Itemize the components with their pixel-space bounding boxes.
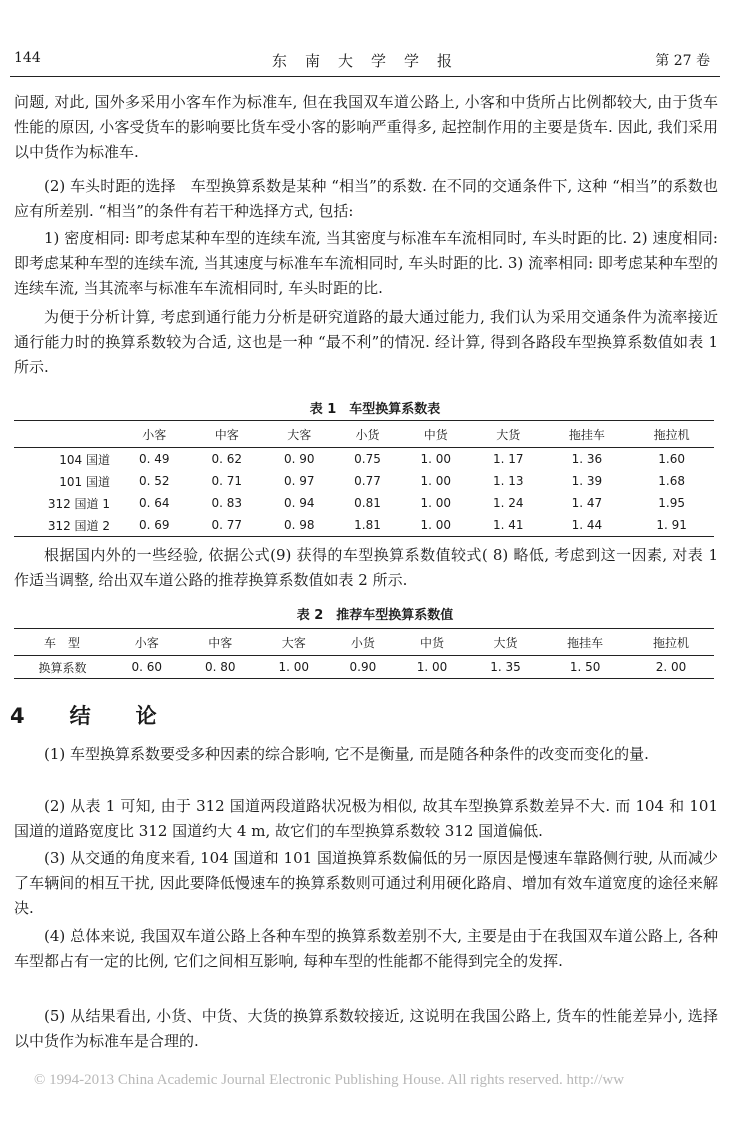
table2-header-cell: 拖挂车 <box>542 629 628 656</box>
table1-value-cell: 1. 41 <box>472 514 545 537</box>
table1-row-label: 312 国道 1 <box>47 496 110 511</box>
table1-header-cell <box>14 421 118 448</box>
table1-row <box>14 514 714 537</box>
table1-value-cell: 1. 17 <box>493 452 524 466</box>
table2-value-cell: 1. 35 <box>469 656 542 679</box>
running-header <box>14 50 710 72</box>
table1-value-cell: 1.60 <box>658 452 685 466</box>
table1-value-cell: 1. 44 <box>545 514 630 537</box>
table1-value-cell: 0. 62 <box>211 452 243 466</box>
copyright-footer: © 1994-2013 China Academic Journal Electronic Publishing House. All rights reserved. http://ww <box>34 1072 625 1088</box>
table1-row-label: 312 国道 2 <box>14 514 118 537</box>
table1-row <box>14 448 714 471</box>
table1-value-cell: 0. 64 <box>138 496 170 510</box>
table2-header-cell: 车 型 <box>14 629 110 656</box>
table2-value-cell: 1. 50 <box>542 656 628 679</box>
conclusion-3: (3) 从交通的角度来看, 104 国道和 101 国道换算系数偏低的另一原因是慢速车靠路侧行驶, 从而减少了车辆间的相互干扰, 因此要降低慢速车的换算系数则可通过利用硬化路肩、增加有效车道宽度的途径来解决. <box>14 849 718 917</box>
table1-value-cell: 0. 90 <box>284 452 315 466</box>
table1-row <box>14 492 714 514</box>
table2-recommended-values <box>14 628 714 679</box>
table2-header-cell: 小客 <box>110 629 183 656</box>
table1-row-label: 104 国道 <box>59 452 110 467</box>
table1-caption: 表 1 车型换算系数表 <box>309 402 441 417</box>
table1-value-cell: 1. 91 <box>629 514 714 537</box>
table1-value-cell: 1.68 <box>658 474 685 488</box>
table1-header-cell: 大货 <box>472 421 545 448</box>
table1-value-cell: 0. 71 <box>211 474 243 488</box>
table1-value-cell: 0.75 <box>354 452 381 466</box>
table2-value-cell: 1. 00 <box>395 656 468 679</box>
table2-row <box>14 656 714 679</box>
table1-header-cell: 中客 <box>191 421 264 448</box>
table2-header-cell: 大货 <box>469 629 542 656</box>
table1-value-cell: 1. 00 <box>420 496 452 510</box>
conclusion-4: (4) 总体来说, 我国双车道公路上各种车型的换算系数差别不大, 主要是由于在我国双车道公路上, 各种车型都占有一定的比例, 它们之间相互影响, 每种车型的性能都不能得到完全的发挥. <box>14 927 718 970</box>
table1-header-cell: 拖挂车 <box>545 421 630 448</box>
table2-header-cell: 大客 <box>257 629 330 656</box>
table2-value-cell: 2. 00 <box>628 656 714 679</box>
table2-header-cell: 拖拉机 <box>628 629 714 656</box>
paragraph-standard-vehicle: 问题, 对此, 国外多采用小客车作为标准车, 但在我国双车道公路上, 小客和中货所占比例都较大, 由于货车性能的原因, 小客受货车的影响要比货车受小客的影响严重得多, 起控制作用的主要是货车. 因此, 我们采用以中货作为标准车. <box>14 93 718 161</box>
table2-caption: 表 2 推荐车型换算系数值 <box>296 608 454 623</box>
table1-value-cell: 0. 94 <box>284 496 315 510</box>
table2-header-cell: 中客 <box>183 629 256 656</box>
table2-value-cell: 0. 60 <box>110 656 183 679</box>
paragraph-equivalence-conditions: 1) 密度相同: 即考虑某种车型的连续车流, 当其密度与标准车车流相同时, 车头时距的比. 2) 速度相同: 即考虑某种车型的连续车流, 当其速度与标准车车流相同时, 车头时距的比. 3) 流率相同: 即考虑某种车型的连续车流, 当其流率与标准车车流相同时, 车头时距的比. <box>14 229 718 297</box>
table1-value-cell: 1. 36 <box>571 452 603 466</box>
table2-value-cell: 1. 00 <box>257 656 330 679</box>
table1-row-label: 101 国道 <box>59 474 110 489</box>
table1-value-cell: 1. 13 <box>493 474 524 488</box>
paragraph-headway-selection: (2) 车头时距的选择 车型换算系数是某种 “相当”的系数. 在不同的交通条件下, 这种 “相当”的系数也应有所差别. “相当”的条件有若干种选择方式, 包括: <box>14 177 718 220</box>
table1-value-cell: 0. 77 <box>191 514 264 537</box>
conclusion-1: (1) 车型换算系数要受多种因素的综合影响, 它不是衡量, 而是随各种条件的改变而变化的量. <box>44 745 649 763</box>
table1-row <box>14 470 714 492</box>
paragraph-analysis: 为便于分析计算, 考虑到通行能力分析是研究道路的最大通过能力, 我们认为采用交通条件为流率接近通行能力时的换算系数较为合适, 这也是一种 “最不利”的情况. 经计算, 得到各路段车型换算系数值如表 1 所示. <box>14 308 718 376</box>
table2-value-cell: 0. 80 <box>183 656 256 679</box>
table1-value-cell: 0.77 <box>354 474 381 488</box>
table2-value-cell: 0.90 <box>330 656 395 679</box>
table1-value-cell: 1. 00 <box>420 452 452 466</box>
journal-title: 东南大学学报 <box>271 52 470 70</box>
table1-header-cell: 大客 <box>263 421 336 448</box>
table1-value-cell: 1. 24 <box>493 496 524 510</box>
table2-header-cell: 小货 <box>330 629 395 656</box>
page-number: 144 <box>14 50 41 66</box>
table1-header-cell: 拖拉机 <box>629 421 714 448</box>
table1-value-cell: 0. 69 <box>118 514 191 537</box>
table1-value-cell: 1. 00 <box>420 474 452 488</box>
volume-label: 第 27 卷 <box>655 53 710 69</box>
header-rule <box>10 76 720 77</box>
table1-pce-coefficients <box>14 420 714 537</box>
paragraph-adjustment: 根据国内外的一些经验, 依据公式(9) 获得的车型换算系数值较式( 8) 略低, 考虑到这一因素, 对表 1 作适当调整, 给出双车道公路的推荐换算系数值如表 2 所示. <box>14 546 718 589</box>
table1-header-cell: 中货 <box>400 421 473 448</box>
table1-value-cell: 0. 49 <box>138 452 170 466</box>
table1-value-cell: 0. 97 <box>284 474 315 488</box>
conclusion-5: (5) 从结果看出, 小货、中货、大货的换算系数较接近, 这说明在我国公路上, 货车的性能差异小, 选择以中货作为标准车是合理的. <box>14 1007 718 1050</box>
table1-value-cell: 0. 98 <box>263 514 336 537</box>
section-heading-conclusions: 4 结 论 <box>10 704 169 728</box>
table1-value-cell: 1. 00 <box>400 514 473 537</box>
table1-value-cell: 1.95 <box>658 496 685 510</box>
table2-header-cell: 中货 <box>395 629 468 656</box>
conclusion-2: (2) 从表 1 可知, 由于 312 国道两段道路状况极为相似, 故其车型换算系数差异不大. 而 104 和 101 国道的道路宽度比 312 国道约大 4 m, 故它们的车型换算系数较 312 国道偏低. <box>14 797 718 840</box>
table1-value-cell: 1. 39 <box>571 474 603 488</box>
table1-header-cell: 小客 <box>118 421 191 448</box>
table1-value-cell: 1.81 <box>336 514 400 537</box>
table1-value-cell: 1. 47 <box>571 496 603 510</box>
table1-value-cell: 0.81 <box>354 496 381 510</box>
table1-value-cell: 0. 52 <box>138 474 170 488</box>
table2-row-label: 换算系数 <box>14 656 110 679</box>
table1-value-cell: 0. 83 <box>211 496 243 510</box>
table1-header-cell: 小货 <box>336 421 400 448</box>
